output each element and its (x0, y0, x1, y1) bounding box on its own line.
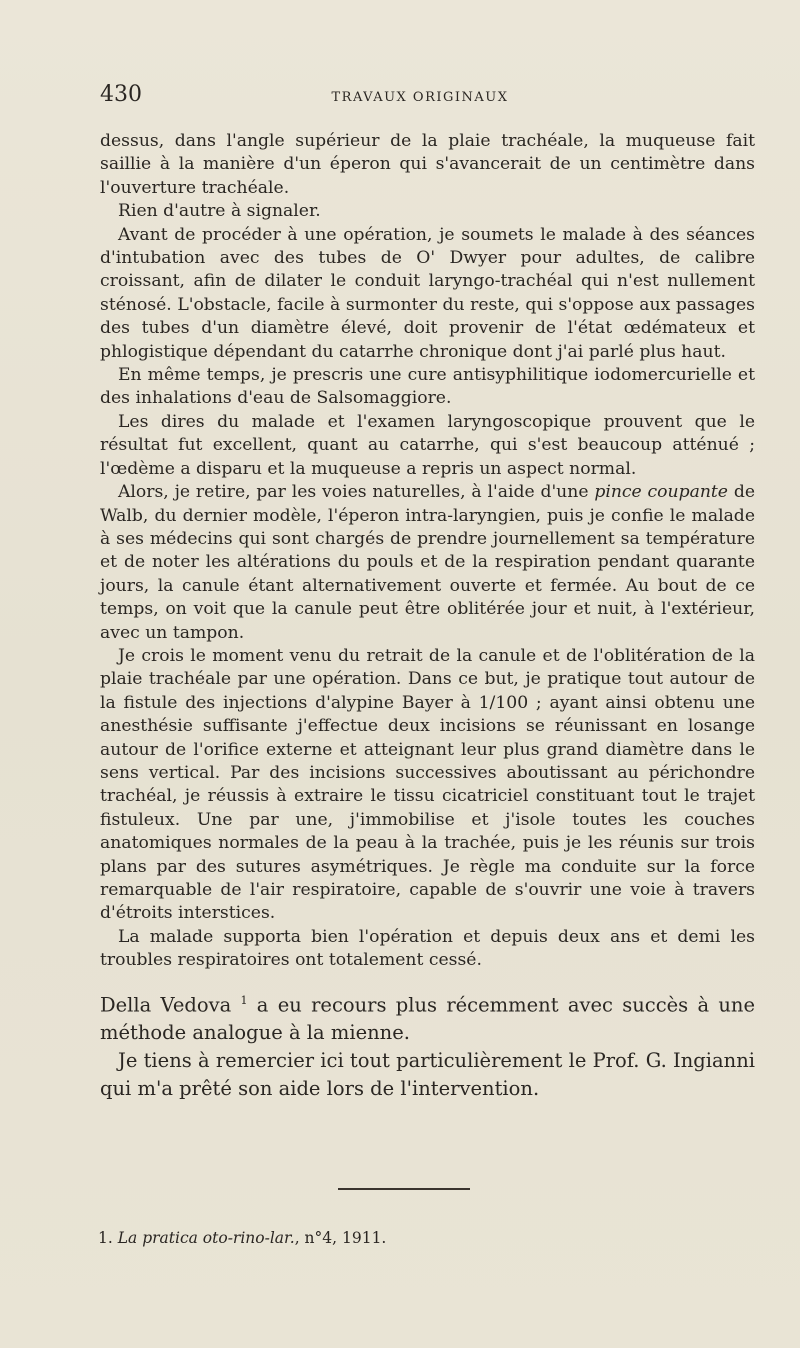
closing-paragraph-2: Je tiens à remercier ici tout particulièrement le Prof. G. Ingianni qui m'a prêté son aide lors de l'intervention. (100, 1049, 755, 1101)
paragraph-3: Avant de procéder à une opération, je soumets le malade à des séances d'intubation avec des tubes de O' Dwyer pour adultes, de calibre croissant, afin de dilater le conduit laryngo-trachéal qui n'est nullement sténosé. L'obstacle, facile à surmonter du reste, qui s'oppose aux passages des tubes d'un diamètre élevé, doit provenir de l'état œdémateux et phlogistique dépendant du catarrhe chronique dont j'ai parlé plus haut. (100, 224, 755, 362)
footnote-details: , n°4, 1911. (294, 1229, 387, 1247)
footnote-marker: 1. (98, 1229, 113, 1247)
footnote-reference: 1 (240, 993, 248, 1007)
paragraph-7: Je crois le moment venu du retrait de la canule et de l'oblitération de la plaie trachéale par une opération. Dans ce but, je pratique tout autour de la fistule des injections d'alypine Bayer à 1/100 ; ayant ainsi obtenu une anesthésie suffisante j'effectue deux incisions se réunissant en losange autour de l'orifice externe et atteignant leur plus grand diamètre dans le sens vertical. Par des incisions successives aboutissant au périchondre trachéal, je réussis à extraire le tissu cicatriciel constituant tout le trajet fistuleux. Une par une, j'immobilise et j'isole toutes les couches anatomiques normales de la peau à la trachée, puis je les réunis sur trois plans par des sutures asymétriques. Je règle ma conduite sur la force remarquable de l'air respiratoire, capable de s'ouvrir une voie à travers d'étroits interstices. (100, 645, 755, 924)
running-head: TRAVAUX ORIGINAUX (331, 90, 509, 105)
closing-paragraph-1 (100, 987, 755, 1048)
paragraph-8: La malade supporta bien l'opération et depuis deux ans et demi les troubles respiratoires ont totalement cessé. (100, 926, 755, 971)
article-body (100, 130, 755, 1103)
footnote-divider (338, 1188, 470, 1190)
paragraph-4: En même temps, je prescris une cure antisyphilitique iodomercurielle et des inhalations d'eau de Salsomaggiore. (100, 365, 755, 409)
section-gap (100, 973, 755, 987)
page-header (100, 82, 740, 112)
paragraph-6 (100, 481, 755, 645)
paragraph-6-start: Alors, je retire, par les voies naturelles, à l'aide d'une (118, 482, 595, 503)
italic-term: pince coupante (594, 482, 728, 503)
closing-1-end: a eu recours plus récemment avec succès à une méthode analogue à la mienne. (100, 993, 755, 1045)
footnote-title: La pratica oto-rino-lar. (117, 1229, 295, 1247)
paragraph-2: Rien d'autre à signaler. (118, 201, 321, 222)
paragraph-6-end: de Walb, du dernier modèle, l'éperon intra-laryngien, puis je confie le malade à ses médecins qui sont chargés de prendre journellement sa température et de noter les altérations du pouls et de la respiration pendant quarante jours, la canule étant alternativement ouverte et fermée. Au bout de ce temps, on voit que la canule peut être oblitérée jour et nuit, à l'extérieur, avec un tampon. (100, 482, 755, 643)
page-number: 430 (100, 82, 142, 107)
paragraph-1: dessus, dans l'angle supérieur de la plaie trachéale, la muqueuse fait saillie à la manière d'un éperon qui s'avancerait de un centimètre dans l'ouverture trachéale. (100, 131, 755, 198)
footnote (98, 1228, 738, 1248)
closing-1-start: Della Vedova (100, 993, 241, 1017)
paragraph-5: Les dires du malade et l'examen laryngoscopique prouvent que le résultat fut excellent, quant au catarrhe, qui s'est beaucoup atténué ; l'œdème a disparu et la muqueuse a repris un aspect normal. (100, 411, 755, 479)
